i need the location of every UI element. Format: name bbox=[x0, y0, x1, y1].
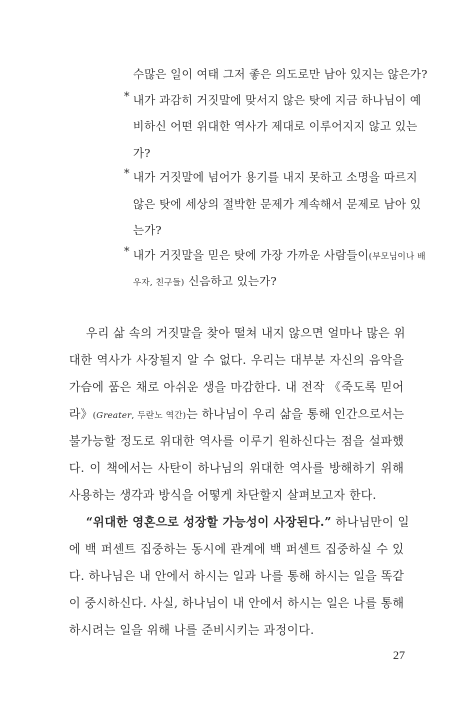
bullet-item-2-line-2: 비하신 어떤 위대한 역사가 제대로 이루어지지 않고 있는 bbox=[133, 119, 418, 133]
paragraph-1-line-5: 불가능할 정도로 위대한 역사를 이루기 원하신다는 점을 설파했 bbox=[69, 434, 404, 448]
bullet-item-4-line-2 bbox=[133, 273, 277, 291]
paragraph-1-line-6: 다. 이 책에서는 사탄이 하나님의 위대한 역사를 방해하기 위해 bbox=[69, 461, 404, 475]
bullet-item-4-text: 신음하고 있는가? bbox=[184, 274, 277, 288]
bullet-item-4-text: 내가 거짓말을 믿은 탓에 가장 가까운 사람들이 bbox=[133, 248, 369, 262]
book-note-open: ( bbox=[92, 411, 97, 421]
bullet-item-2-line-1: 내가 과감히 거짓말에 맞서지 않은 탓에 지금 하나님이 예 bbox=[133, 93, 422, 107]
page-number: 27 bbox=[393, 648, 405, 662]
bullet-item-4-aside: 우자, 친구들) bbox=[133, 278, 185, 288]
paragraph-1-line-2: 대한 역사가 사장될지 알 수 없다. 우리는 대부분 자신의 음악을 bbox=[69, 353, 404, 367]
paragraph-2-line-3: 다. 하나님은 내 안에서 하시는 일과 나를 통해 하시는 일을 똑같 bbox=[69, 569, 405, 583]
bullet-marker: * bbox=[124, 167, 130, 180]
paragraph-2-line-2: 에 백 퍼센트 집중하는 동시에 관계에 백 퍼센트 집중하실 수 있 bbox=[69, 542, 404, 556]
bullet-marker: * bbox=[124, 245, 130, 258]
paragraph-2-line-4: 이 중시하신다. 사실, 하나님이 내 안에서 하시는 일은 나를 통해 bbox=[69, 596, 405, 610]
book-note-close: , 두란노 역간) bbox=[131, 411, 187, 421]
paragraph-2-line-1-rest: 하나님만이 일 bbox=[331, 515, 410, 529]
bullet-item-3-line-2: 않은 탓에 세상의 절박한 문제가 계속해서 문제로 남아 있 bbox=[133, 197, 422, 211]
bullet-item-4-aside: (부모님이나 배 bbox=[368, 252, 426, 262]
book-original-title: Greater bbox=[96, 411, 132, 421]
bullet-item-3-line-3: 는가? bbox=[133, 223, 162, 237]
paragraph-1-line-4 bbox=[69, 406, 404, 425]
bullet-item-4-line-1 bbox=[133, 247, 426, 265]
paragraph-1-line-1: 우리 삶 속의 거짓말을 찾아 떨쳐 내지 않으면 얼마나 많은 위 bbox=[86, 326, 406, 340]
bullet-marker: * bbox=[124, 90, 130, 103]
paragraph-1-line-3: 가슴에 품은 채로 아쉬운 생을 마감한다. 내 전작 《죽도록 믿어 bbox=[69, 380, 404, 394]
emphasis-quote: “위대한 영혼으로 성장할 가능성이 사장된다.” bbox=[86, 515, 332, 529]
bullet-item-1-line-1: 수많은 일이 여태 그저 좋은 의도로만 남아 있지는 않은가? bbox=[133, 67, 428, 81]
paragraph-1-line-7: 사용하는 생각과 방식을 어떻게 차단할지 살펴보고자 한다. bbox=[69, 488, 377, 502]
paragraph-2-line-5: 하시려는 일을 위해 나를 준비시키는 과정이다. bbox=[69, 623, 315, 637]
paragraph-2-line-1 bbox=[86, 514, 409, 531]
bullet-item-2-line-3: 가? bbox=[133, 146, 151, 160]
book-title-end: 라》 bbox=[69, 407, 93, 421]
paragraph-1-line-4-rest: 는 하나님이 우리 삶을 통해 인간으로서는 bbox=[186, 407, 405, 421]
bullet-item-3-line-1: 내가 거짓말에 넘어가 용기를 내지 못하고 소명을 따르지 bbox=[133, 170, 418, 184]
